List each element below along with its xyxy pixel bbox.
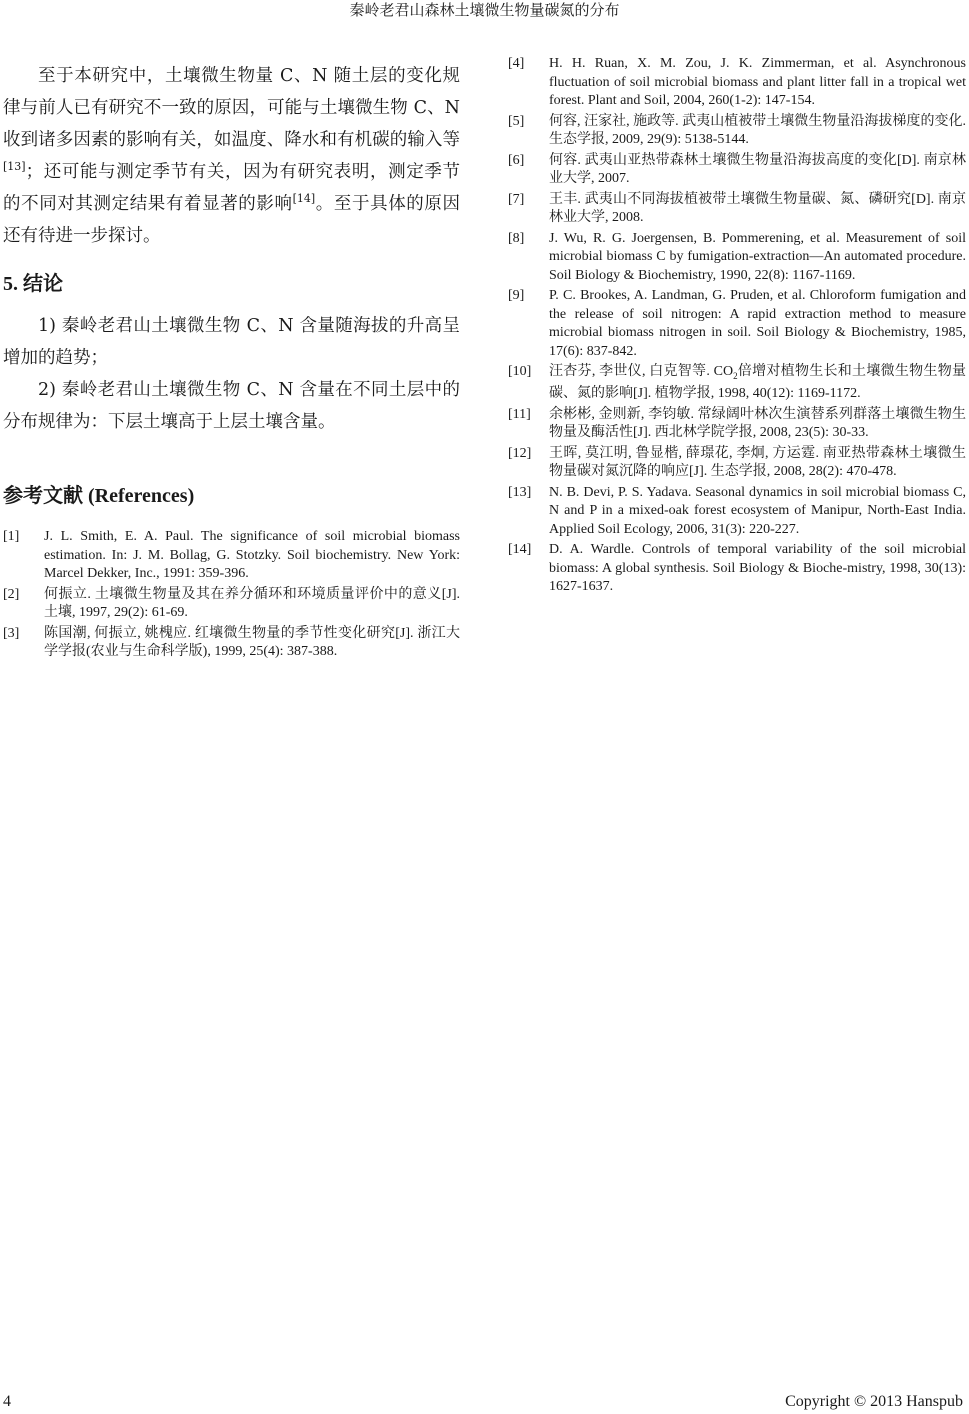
reference-item — [508, 113, 966, 150]
reference-item — [508, 445, 966, 482]
para-text-c: 。至于具体的原因还有待进一步探讨。 — [3, 194, 461, 246]
copyright-notice: Copyright © 2013 Hanspub — [785, 1393, 963, 1410]
reference-text: P. C. Brookes, A. Landman, G. Pruden, et al. Chloroform fumigation and the release of soil nitrogen: A rapid extraction method to measure microbial biomass nitrogen in soil. Soil Biology & Biochemistry, 1985, 17(6): 837-842. — [549, 288, 966, 359]
reference-text: 余彬彬, 金则新, 李钧敏. 常绿阔叶林次生演替系列群落土壤微生物生物量及酶活性[J]. 西北林学院学报, 2008, 23(5): 30-33. — [549, 406, 966, 441]
reference-text: 王晖, 莫江明, 鲁显楷, 薛璟花, 李炯, 方运霆. 南亚热带森林土壤微生物量碳对氮沉降的响应[J]. 生态学报, 2008, 28(2): 470-478. — [549, 445, 966, 480]
reference-list-right — [508, 55, 966, 597]
reference-text: 何振立. 土壤微生物量及其在养分循环和环境质量评价中的意义[J]. 土壤, 1997, 29(2): 61-69. — [44, 586, 460, 620]
reference-number: [9] — [508, 288, 525, 303]
discussion-paragraph — [3, 60, 460, 252]
section-title-conclusion: 5. 结论 — [3, 273, 63, 295]
reference-item — [508, 363, 966, 404]
reference-number: [5] — [508, 113, 525, 129]
reference-text: N. B. Devi, P. S. Yadava. Seasonal dynamics in soil microbial biomass C, N and P in a mixed-oak forest ecosystem of Manipur, North-East India. Applied Soil Ecology, 2006, 31(3): 220-227. — [549, 484, 966, 537]
reference-item — [508, 230, 966, 286]
reference-item — [508, 152, 966, 189]
right-column — [508, 55, 966, 599]
reference-number: [12] — [508, 445, 532, 461]
para-text-a: 至于本研究中，土壤微生物量 C、N 随土层的变化规律与前人已有研究不一致的原因，可能与土壤微生物 C、N 收到诸多因素的影响有关，如温度、降水和有机碳的输入等 — [3, 66, 460, 150]
conclusion-item-2: 2) 秦岭老君山土壤微生物 C、N 含量在不同土层中的分布规律为：下层土壤高于上层土壤含量。 — [3, 380, 460, 432]
conclusion-item-1: 1) 秦岭老君山土壤微生物 C、N 含量随海拔的升高呈增加的趋势； — [3, 316, 460, 368]
reference-number: [11] — [508, 406, 531, 422]
reference-text: 王丰. 武夷山不同海拔植被带土壤微生物量碳、氮、磷研究[D]. 南京林业大学, 2008. — [549, 191, 966, 225]
reference-text: 何容. 武夷山亚热带森林土壤微生物量沿海拔高度的变化[D]. 南京林业大学, 2007. — [549, 152, 966, 186]
citation-13[interactable]: [13] — [3, 160, 26, 174]
reference-item — [508, 287, 966, 361]
reference-text: 何容, 汪家社, 施政等. 武夷山植被带土壤微生物量沿海拔梯度的变化. 生态学报, 2009, 29(9): 5138-5144. — [549, 113, 966, 147]
reference-list-left — [3, 528, 460, 662]
reference-text: D. A. Wardle. Controls of temporal variability of the soil microbial biomass: A global synthesis. Soil Biology & Bioche-mistry, 1998, 30(13): 1627-1637. — [549, 542, 966, 595]
reference-text-pre: 汪杏芬, 李世仪, 白克智等. CO — [549, 364, 734, 379]
references-title: 参考文献 (References) — [3, 485, 195, 507]
reference-text-post: 倍增对植物生长和土壤微生物生物量碳、氮的影响[J]. 植物学报, 1998, 40(12): 1169-1172. — [549, 364, 967, 402]
reference-number: [7] — [508, 191, 525, 207]
para-text-b: ；还可能与测定季节有关，因为有研究表明，测定季节的不同对其测定结果有着显著的影响 — [3, 162, 460, 214]
reference-number: [2] — [3, 586, 20, 602]
reference-text: 陈国潮, 何振立, 姚槐应. 红壤微生物量的季节性变化研究[J]. 浙江大学学报(农业与生命科学版), 1999, 25(4): 387-388. — [44, 625, 460, 659]
reference-item — [3, 586, 460, 623]
reference-number: [10] — [508, 364, 532, 379]
reference-text — [549, 363, 966, 404]
reference-item — [3, 625, 460, 662]
reference-item — [508, 406, 966, 443]
reference-item — [508, 484, 966, 540]
reference-item — [508, 541, 966, 597]
reference-number: [3] — [3, 625, 20, 641]
reference-number: [6] — [508, 152, 525, 168]
reference-number: [1] — [3, 529, 20, 544]
page-number: 4 — [3, 1393, 11, 1410]
reference-text: H. H. Ruan, X. M. Zou, J. K. Zimmerman, et al. Asynchronous fluctuation of soil microbial biomass and plant litter fall in a tropical wet forest. Plant and Soil, 2004, 260(1-2): 147-154. — [549, 56, 966, 108]
reference-text: J. Wu, R. G. Joergensen, B. Pommerening, et al. Measurement of soil microbial biomass C by fumigation-extraction—An automated procedure. Soil Biology & Biochemistry, 1990, 22(8): 1167-1169. — [549, 230, 966, 283]
reference-number: [14] — [508, 542, 532, 558]
left-column — [3, 60, 460, 664]
citation-14[interactable]: [14] — [292, 192, 316, 206]
reference-number: [8] — [508, 230, 525, 246]
reference-item — [3, 528, 460, 584]
reference-number: [4] — [508, 56, 525, 71]
running-header: 秦岭老君山森林土壤微生物量碳氮的分布 — [349, 1, 620, 19]
reference-item — [508, 191, 966, 228]
reference-item — [508, 55, 966, 111]
reference-text-subscript: 2 — [733, 370, 738, 381]
reference-text: J. L. Smith, E. A. Paul. The significance of soil microbial biomass estimation. In: J. M. Bollag, G. Stotzky. Soil biochemistry. New York: Marcel Dekker, Inc., 1991: 359-396. — [44, 529, 460, 581]
reference-number: [13] — [508, 484, 532, 500]
